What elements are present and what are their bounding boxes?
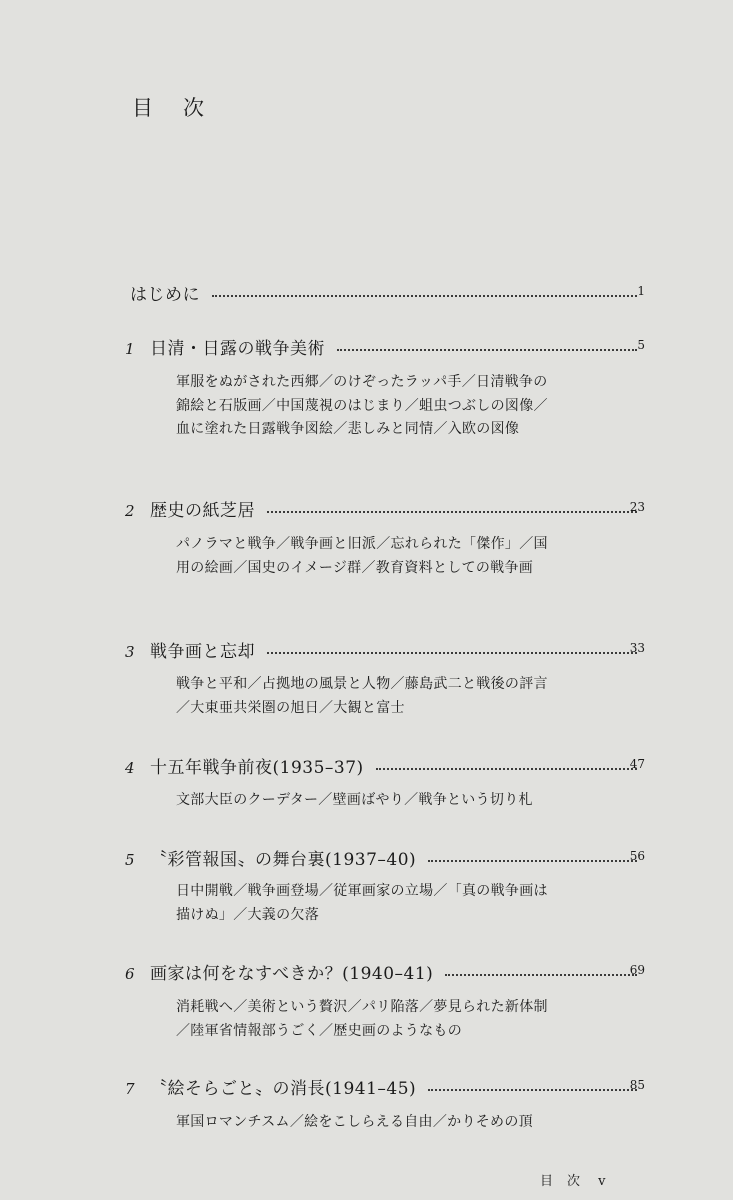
dot-leader bbox=[267, 511, 637, 513]
chapter-subtopics: 文部大臣のクーデター／壁画ばやり／戦争という切り札 bbox=[176, 792, 533, 808]
chapter-number: 4 bbox=[125, 759, 135, 777]
toc-heading[interactable] bbox=[125, 959, 645, 984]
toc-heading[interactable] bbox=[125, 1074, 645, 1099]
chapter-number: 7 bbox=[125, 1080, 135, 1098]
toc-heading[interactable] bbox=[125, 280, 645, 305]
chapter-subtopics: パノラマと戦争／戦争画と旧派／忘れられた「傑作」／国用の絵画／国史のイメージ群／教育資料としての戦争画 bbox=[176, 536, 548, 576]
dot-leader bbox=[337, 349, 637, 351]
chapter-number: 1 bbox=[125, 340, 135, 358]
toc-heading[interactable] bbox=[125, 496, 645, 521]
dot-leader bbox=[445, 974, 637, 976]
chapter-number: 6 bbox=[125, 965, 135, 983]
chapter-subtopics: 戦争と平和／占拠地の風景と人物／藤島武二と戦後の評言／大東亜共栄圏の旭日／大観と富士 bbox=[176, 676, 548, 716]
footer-page-number: v bbox=[598, 1174, 606, 1189]
toc-heading[interactable] bbox=[125, 845, 645, 870]
chapter-subtopics: 軍服をぬがされた西郷／のけぞったラッパ手／日清戦争の錦絵と石版画／中国蔑視のはじまり／蛆虫つぶしの図像／血に塗れた日露戦争図絵／悲しみと同情／入欧の図像 bbox=[176, 374, 548, 437]
dot-leader bbox=[267, 652, 637, 654]
chapter-title: 十五年戦争前夜(1935–37) bbox=[150, 758, 364, 778]
chapter-number: 3 bbox=[125, 643, 135, 661]
toc-heading[interactable] bbox=[125, 637, 645, 662]
page-number: 47 bbox=[629, 757, 645, 771]
dot-leader bbox=[376, 768, 637, 770]
chapter-number: 5 bbox=[125, 851, 135, 869]
chapter-title: 歴史の紙芝居 bbox=[150, 501, 255, 521]
chapter-subtopics: 日中開戦／戦争画登場／従軍画家の立場／「真の戦争画は描けぬ」／大義の欠落 bbox=[176, 883, 548, 923]
page-number: 69 bbox=[629, 963, 645, 977]
page-number: 5 bbox=[637, 338, 645, 352]
page-number: 23 bbox=[629, 500, 645, 514]
dot-leader bbox=[212, 295, 637, 297]
toc-heading[interactable] bbox=[125, 334, 645, 359]
page-number: 1 bbox=[637, 284, 645, 298]
chapter-title: 〝彩管報国〟の舞台裏(1937–40) bbox=[150, 850, 417, 870]
dot-leader bbox=[428, 1089, 637, 1091]
chapter-title: はじめに bbox=[130, 285, 200, 305]
chapter-title: 日清・日露の戦争美術 bbox=[150, 339, 325, 359]
chapter-title: 画家は何をなすべきか？(1940–41) bbox=[150, 964, 434, 984]
chapter-number: 2 bbox=[125, 502, 135, 520]
running-footer bbox=[540, 1170, 606, 1189]
chapter-subtopics: 軍国ロマンチスム／絵をこしらえる自由／かりそめの頂 bbox=[176, 1114, 533, 1130]
dot-leader bbox=[428, 860, 637, 862]
page-number: 85 bbox=[629, 1078, 645, 1092]
page-number: 56 bbox=[629, 849, 645, 863]
chapter-title: 戦争画と忘却 bbox=[150, 642, 255, 662]
chapter-title: 〝絵そらごと〟の消長(1941–45) bbox=[150, 1079, 417, 1099]
toc-heading[interactable] bbox=[125, 753, 645, 778]
chapter-subtopics: 消耗戦へ／美術という贅沢／パリ陥落／夢見られた新体制／陸軍省情報部うごく／歴史画のようなもの bbox=[176, 999, 548, 1039]
page-number: 33 bbox=[629, 641, 645, 655]
footer-label: 目次 bbox=[540, 1174, 595, 1189]
page-title: 目次 bbox=[132, 96, 234, 120]
